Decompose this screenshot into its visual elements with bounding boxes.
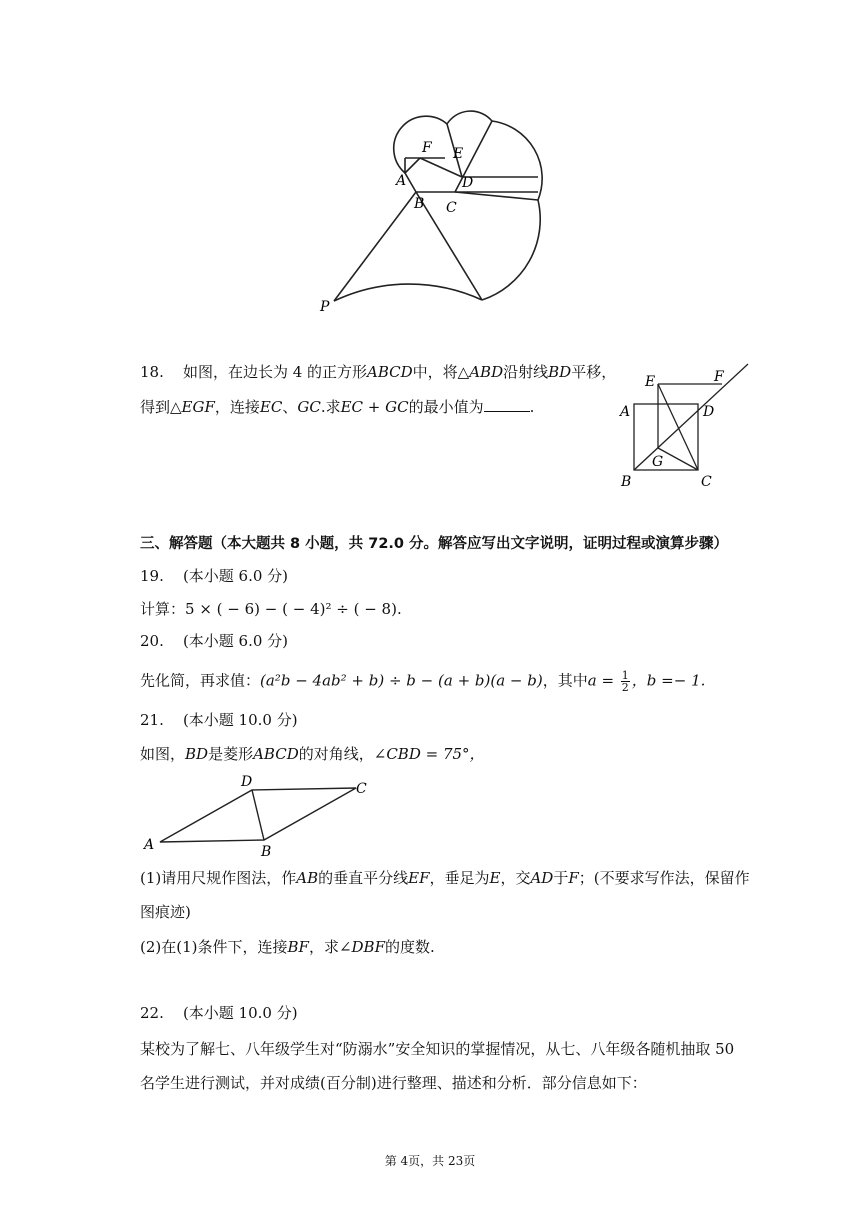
q19-expression: 5 × ( − 6) − ( − 4)² ÷ ( − 8). [185, 600, 402, 618]
q18-math: BD [548, 363, 572, 381]
q21-math: ∠DBF [338, 938, 385, 956]
fig17-label-C: C [446, 200, 457, 216]
q21-text: 如图， [140, 745, 186, 763]
fig21-label-B: B [261, 844, 272, 860]
fraction-numerator: 1 [621, 669, 629, 682]
q18-math: EC [259, 398, 283, 416]
fig17-label-A: A [396, 173, 407, 189]
q20-expression: (a²b − 4ab² + b) ÷ b − (a + b)(a − b) [260, 671, 543, 690]
fig17-label-B: B [414, 196, 425, 212]
q18-line2 [140, 397, 534, 417]
q20-condition: ，其中 [542, 671, 588, 690]
q21-math: BF [287, 938, 309, 956]
fig18-label-A: A [620, 404, 631, 420]
q18-math: ABD [469, 363, 504, 381]
q19-score: (本小题 6.0 分) [182, 567, 289, 585]
q21-text: (1)请用尺规作图法，作 [140, 869, 297, 887]
fig21-label-C: C [356, 781, 367, 797]
q20-number: 20. [140, 632, 164, 650]
q20-header [140, 631, 288, 651]
fig18-label-D: D [703, 404, 715, 420]
fig18-label-C: C [701, 474, 712, 490]
q21-text: (2)在(1)条件下，连接 [140, 938, 288, 956]
q20-prefix: 先化简，再求值： [140, 671, 261, 690]
q18-number: 18. [140, 363, 164, 381]
fig21-label-A: A [144, 837, 155, 853]
fig17-label-D: D [462, 175, 474, 191]
q22-number: 22. [140, 1004, 164, 1022]
q18-text: .求 [320, 398, 341, 416]
q18-math: GC [297, 398, 321, 416]
q19-number: 19. [140, 567, 164, 585]
q22-line1: 某校为了解七、八年级学生对“防溺水”安全知识的掌握情况，从七、八年级各随机抽取 50 [140, 1040, 735, 1058]
q21-text: 的垂直平分线 [318, 869, 409, 887]
q21-part1-line1 [140, 868, 750, 888]
q18-text: 如图，在边长为 4 的正方形 [182, 363, 368, 381]
fig21-label-D: D [241, 774, 253, 790]
q18-text: 、 [282, 398, 298, 416]
q19-prefix: 计算： [140, 600, 186, 618]
q21-line1 [140, 744, 485, 764]
q21-part1-line2: 图痕迹) [140, 903, 191, 921]
fig18-label-B: B [621, 474, 632, 490]
fig17-label-E: E [453, 146, 464, 162]
page-footer: 第 4页，共 23页 [384, 1154, 476, 1168]
q18-math: ABCD [367, 363, 413, 381]
fig18-label-F: F [714, 369, 724, 385]
q18-math: EGF [181, 398, 215, 416]
fig18-label-G: G [652, 454, 664, 470]
q22-line2: 名学生进行测试，并对成绩(百分制)进行整理、描述和分析．部分信息如下： [140, 1074, 647, 1092]
q21-text: 的度数. [384, 938, 435, 956]
q20-b-value: ，b =− 1. [631, 671, 706, 690]
q18-line1 [140, 362, 616, 382]
q21-text: ，垂足为 [429, 869, 490, 887]
q19-header [140, 566, 288, 586]
q18-math: EC + GC [340, 398, 409, 416]
answer-blank[interactable] [484, 397, 530, 412]
q21-math: E [489, 869, 501, 887]
q20-body [140, 670, 705, 693]
q21-text: 于 [553, 869, 569, 887]
figure-18-diagram [612, 362, 760, 492]
q21-text: 的对角线， [298, 745, 374, 763]
figure-17-diagram [310, 105, 560, 320]
q18-text: . [529, 398, 535, 416]
q21-math: ABCD [253, 745, 299, 763]
q21-math: AB [296, 869, 319, 887]
q22-score: (本小题 10.0 分) [182, 1004, 298, 1022]
q18-text: 平移， [571, 363, 617, 381]
q18-text: 得到△ [140, 398, 182, 416]
q20-a-value: a = [587, 671, 615, 690]
q21-math: EF [408, 869, 430, 887]
figure-21-rhombus [140, 772, 375, 860]
q18-text: 的最小值为 [408, 398, 484, 416]
q21-text: ，交 [500, 869, 531, 887]
q21-part2 [140, 937, 435, 957]
q21-math: AD [530, 869, 554, 887]
q21-math: F [568, 869, 579, 887]
q18-text: ，连接 [214, 398, 260, 416]
q22-header [140, 1003, 298, 1023]
q21-text: ，求 [308, 938, 339, 956]
q19-body [140, 599, 402, 619]
q18-text: 沿射线 [503, 363, 549, 381]
q21-math: BD [185, 745, 209, 763]
fig17-label-P: P [320, 299, 330, 315]
fraction-denominator: 2 [621, 681, 629, 694]
fig18-label-E: E [645, 374, 656, 390]
q21-score: (本小题 10.0 分) [182, 711, 298, 729]
q21-math: ∠CBD = 75°， [373, 745, 485, 763]
section-3-title: 三、解答题（本大题共 8 小题，共 72.0 分。解答应写出文字说明，证明过程或演算步骤） [140, 536, 729, 552]
q18-text: 中，将△ [412, 363, 470, 381]
q21-text: 是菱形 [208, 745, 254, 763]
q20-score: (本小题 6.0 分) [182, 632, 289, 650]
fig17-label-F: F [422, 140, 432, 156]
q21-number: 21. [140, 711, 164, 729]
q21-text: ；(不要求写作法，保留作 [578, 869, 750, 887]
q21-header [140, 710, 298, 730]
fraction-one-half [621, 670, 630, 693]
